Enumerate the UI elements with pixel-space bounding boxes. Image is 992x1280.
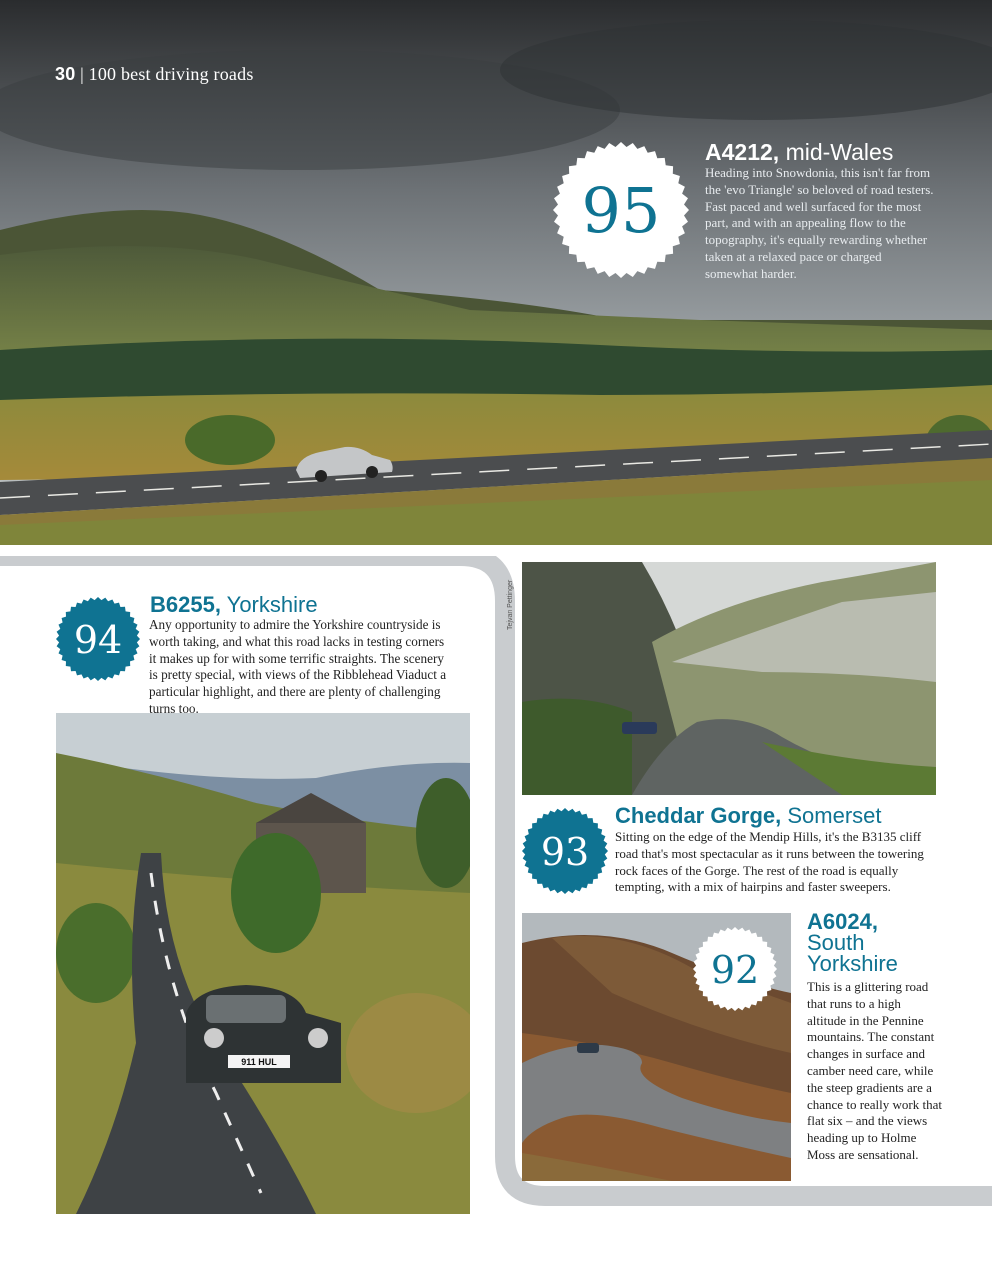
heading-94	[150, 592, 318, 618]
rank-number-92: 92	[710, 948, 760, 992]
region-95: mid-Wales	[785, 139, 894, 165]
road-name-93: Cheddar Gorge,	[615, 803, 782, 828]
body-text-94	[55, 617, 450, 718]
body-text-94-content: Any opportunity to admire the Yorkshire countryside is worth taking, and what this road lacks in testing corners it makes up for with some terrific straights. The scenery is pretty special, with views of the Ribblehead Viaduct a particular highlight, and there are plenty of challenging turns too.	[149, 617, 447, 716]
magazine-section-title: 100 best driving roads	[88, 64, 254, 84]
rank-number-93: 93	[540, 830, 590, 874]
region-92-line-1: South	[807, 930, 865, 955]
rank-badge-92	[693, 927, 777, 1011]
heading-92	[807, 911, 898, 974]
photo-cheddar-gorge	[522, 562, 936, 795]
road-name-94: B6255,	[150, 592, 221, 617]
page-number: 30	[55, 64, 76, 84]
folio-separator: |	[80, 64, 84, 84]
road-name-92: A6024,	[807, 909, 878, 934]
heading-93	[615, 803, 882, 829]
rank-number-94: 94	[73, 618, 123, 662]
body-text-92: This is a glittering road that runs to a high altitude in the Pennine mountains. The constant changes in surface and camber need care, while the steep gradients are a chance to really work that flat six – and the views heading up to Holme Moss are sensational.	[807, 979, 942, 1162]
rank-badge-95	[553, 142, 689, 278]
rank-badge-93	[522, 808, 608, 894]
page-folio	[55, 64, 254, 85]
body-text-93: Sitting on the edge of the Mendip Hills, it's the B3135 cliff road that's most spectacular as it runs between the towering rock faces of the Gorge. The rest of the road is equally tempting, with a mix of hairpins and faster sweepers.	[615, 829, 924, 895]
number-plate: 911 HUL	[241, 1057, 277, 1067]
road-name-95: A4212,	[705, 139, 780, 165]
region-93: Somerset	[787, 803, 882, 828]
photo-credit: Tejvan Pettinger	[507, 579, 514, 630]
body-text-95: Heading into Snowdonia, this isn't far from the 'evo Triangle' so beloved of road testers. Fast paced and well surfaced for the most part, and with an appealing flow to the topography, it's equally rewarding whether taken at a relaxed pace or charged somewhat harder.	[705, 165, 934, 281]
region-92-line-2: Yorkshire	[807, 951, 898, 976]
photo-b6255	[56, 713, 470, 1214]
region-94: Yorkshire	[226, 592, 318, 617]
heading-95	[705, 139, 893, 166]
rank-number-95: 95	[581, 174, 661, 247]
